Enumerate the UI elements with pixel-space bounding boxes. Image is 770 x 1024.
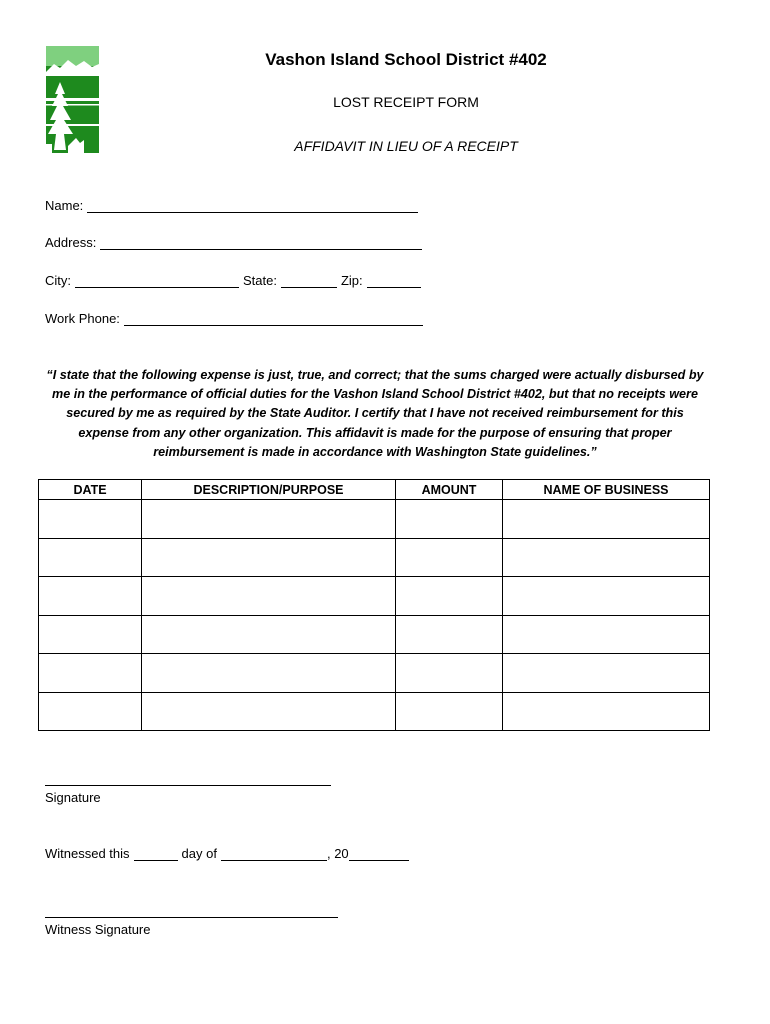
- date-cell[interactable]: [39, 615, 142, 654]
- amount-cell[interactable]: [396, 654, 503, 693]
- business-cell[interactable]: [503, 500, 710, 539]
- business-cell[interactable]: [503, 538, 710, 577]
- table-row: [39, 538, 710, 577]
- state-input-line[interactable]: [281, 273, 337, 288]
- table-header-row: [39, 480, 710, 500]
- signature-label: Signature: [45, 790, 101, 805]
- work-phone-field-row: [45, 311, 423, 326]
- description-cell[interactable]: [142, 577, 396, 616]
- amount-cell[interactable]: [396, 692, 503, 731]
- description-cell[interactable]: [142, 654, 396, 693]
- witness-signature-label: Witness Signature: [45, 922, 151, 937]
- business-cell[interactable]: [503, 615, 710, 654]
- description-cell[interactable]: [142, 615, 396, 654]
- witnessed-year-line[interactable]: [349, 846, 409, 861]
- state-label: State:: [243, 273, 277, 288]
- form-title: LOST RECEIPT FORM: [333, 94, 479, 110]
- city-input-line[interactable]: [75, 273, 239, 288]
- zip-label: Zip:: [340, 273, 363, 288]
- date-cell[interactable]: [39, 500, 142, 539]
- description-cell[interactable]: [142, 500, 396, 539]
- table-row: [39, 577, 710, 616]
- witnessed-row: [45, 846, 409, 861]
- date-cell[interactable]: [39, 577, 142, 616]
- address-field-row: [45, 235, 422, 250]
- zip-input-line[interactable]: [367, 273, 421, 288]
- witnessed-day-line[interactable]: [134, 846, 178, 861]
- signature-line[interactable]: [45, 785, 331, 786]
- witnessed-day-of: day of: [181, 846, 217, 861]
- form-subtitle: AFFIDAVIT IN LIEU OF A RECEIPT: [294, 138, 518, 154]
- column-header-business: NAME OF BUSINESS: [503, 480, 710, 500]
- business-cell[interactable]: [503, 692, 710, 731]
- date-cell[interactable]: [39, 654, 142, 693]
- work-phone-label: Work Phone:: [45, 311, 120, 326]
- name-label: Name:: [45, 198, 84, 213]
- table-row: [39, 615, 710, 654]
- column-header-amount: AMOUNT: [396, 480, 503, 500]
- business-cell[interactable]: [503, 577, 710, 616]
- name-input-line[interactable]: [87, 198, 418, 213]
- address-input-line[interactable]: [100, 235, 422, 250]
- description-cell[interactable]: [142, 538, 396, 577]
- table-row: [39, 692, 710, 731]
- district-title: Vashon Island School District #402: [265, 50, 547, 69]
- amount-cell[interactable]: [396, 500, 503, 539]
- column-header-description: DESCRIPTION/PURPOSE: [142, 480, 396, 500]
- column-header-date: DATE: [39, 480, 142, 500]
- witnessed-month-line[interactable]: [221, 846, 327, 861]
- table-row: [39, 500, 710, 539]
- city-state-zip-row: [45, 273, 421, 288]
- witness-signature-line[interactable]: [45, 917, 338, 918]
- business-cell[interactable]: [503, 654, 710, 693]
- table-row: [39, 654, 710, 693]
- address-label: Address:: [45, 235, 97, 250]
- work-phone-input-line[interactable]: [124, 311, 423, 326]
- date-cell[interactable]: [39, 692, 142, 731]
- amount-cell[interactable]: [396, 615, 503, 654]
- witnessed-year-prefix: , 20: [326, 846, 349, 861]
- city-label: City:: [45, 273, 71, 288]
- amount-cell[interactable]: [396, 577, 503, 616]
- date-cell[interactable]: [39, 538, 142, 577]
- affidavit-statement: “I state that the following expense is just, true, and correct; that the sums charged were actually disbursed by me in the performance of official duties for the Vashon Island School District #402, but that no receipts were secured by me as required by the State Auditor. I certify that I have not received reimbursement for this expense from any other organization. This affidavit is made for the purpose of ensuring that proper reimbursement is made in accordance with Washington State guidelines.”: [46, 368, 704, 459]
- name-field-row: [45, 198, 418, 213]
- expense-table: [38, 479, 710, 731]
- witnessed-prefix: Witnessed this: [45, 846, 130, 861]
- description-cell[interactable]: [142, 692, 396, 731]
- amount-cell[interactable]: [396, 538, 503, 577]
